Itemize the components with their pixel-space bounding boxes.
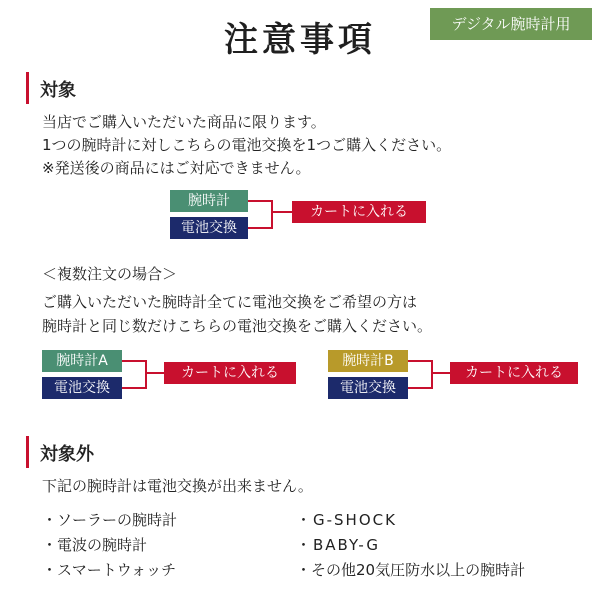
- multi-order-heading: ＜複数注文の場合＞: [42, 265, 178, 283]
- excluded-item-solar: ・ソーラーの腕時計: [42, 511, 178, 529]
- excluded-item-babyg: ・BABY-G: [296, 536, 380, 554]
- excluded-item-radio: ・電波の腕時計: [42, 536, 148, 554]
- watch-box: 腕時計: [170, 190, 248, 212]
- battery-box: 電池交換: [170, 217, 248, 239]
- category-tag: デジタル腕時計用: [430, 8, 592, 40]
- target-line-3: ※発送後の商品にはご対応できません。: [42, 159, 311, 177]
- add-to-cart-label-b: カートに入れる: [450, 362, 578, 384]
- excluded-item-waterproof: ・その他20気圧防水以上の腕時計: [296, 561, 526, 579]
- section-heading-target: 対象: [40, 80, 76, 101]
- battery-b-box: 電池交換: [328, 377, 408, 399]
- page-title: 注意事項: [224, 20, 376, 60]
- multi-line-1: ご購入いただいた腕時計全てに電池交換をご希望の方は: [42, 293, 418, 311]
- section-heading-excluded: 対象外: [40, 444, 94, 465]
- excluded-intro: 下記の腕時計は電池交換が出来ません。: [42, 477, 313, 495]
- multi-line-2: 腕時計と同じ数だけこちらの電池交換をご購入ください。: [42, 317, 433, 335]
- watch-b-box: 腕時計B: [328, 350, 408, 372]
- target-line-2: 1つの腕時計に対しこちらの電池交換を1つご購入ください。: [42, 136, 452, 154]
- section-accent-bar-2: [26, 436, 29, 468]
- excluded-item-smartwatch: ・スマートウォッチ: [42, 561, 177, 579]
- add-to-cart-label: カートに入れる: [292, 201, 426, 223]
- watch-a-box: 腕時計A: [42, 350, 122, 372]
- add-to-cart-label-a: カートに入れる: [164, 362, 296, 384]
- target-line-1: 当店でご購入いただいた商品に限ります。: [42, 113, 326, 131]
- excluded-item-gshock: ・G-SHOCK: [296, 511, 397, 529]
- battery-a-box: 電池交換: [42, 377, 122, 399]
